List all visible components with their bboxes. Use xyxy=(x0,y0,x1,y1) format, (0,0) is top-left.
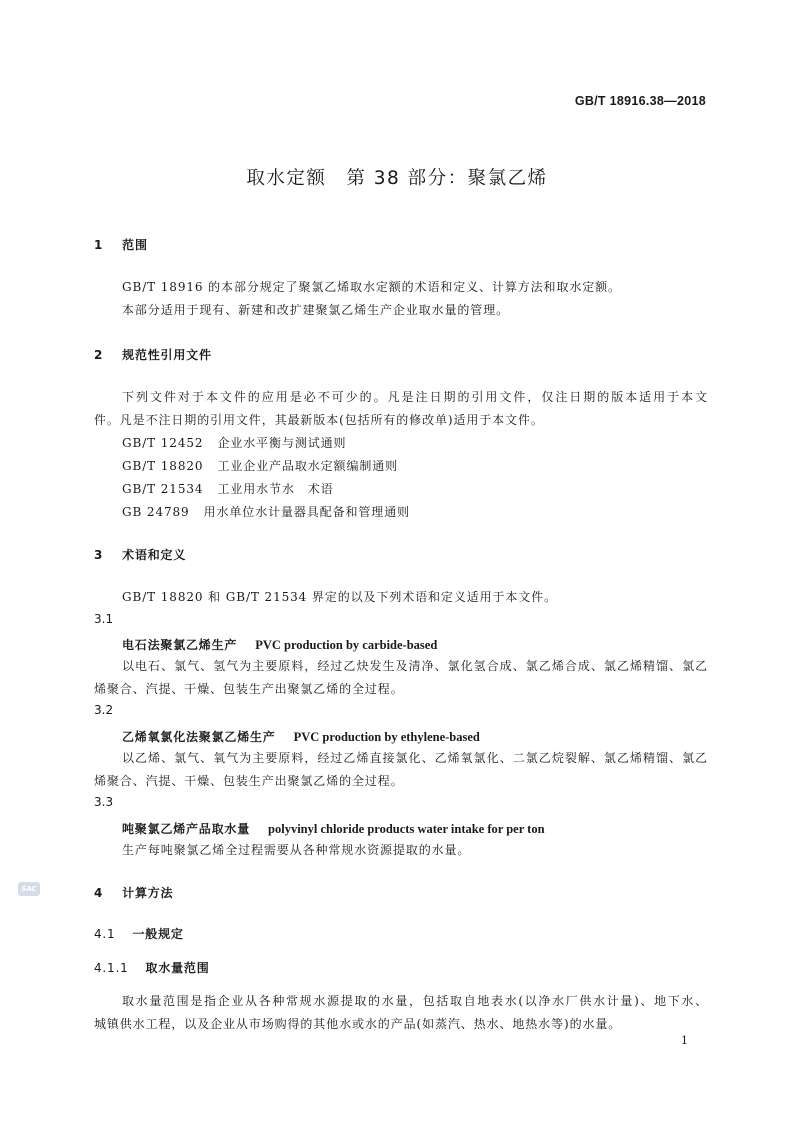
term-definition-line-2: 烯聚合、汽提、干燥、包装生产出聚氯乙烯的全过程。 xyxy=(94,774,404,788)
reference-title: 用水单位水计量器具配备和管理通则 xyxy=(203,505,410,519)
term-english: PVC production by ethylene-based xyxy=(293,730,480,744)
term-chinese: 乙烯氧氯化法聚氯乙烯生产 xyxy=(122,730,276,744)
subsection-4-1-1-title: 取水量范围 xyxy=(145,961,210,975)
term-english: polyvinyl chloride products water intake for per ton xyxy=(268,822,545,836)
term-chinese: 吨聚氯乙烯产品取水量 xyxy=(122,822,251,836)
subsection-4-1-heading xyxy=(94,925,184,942)
reference-item xyxy=(122,434,346,451)
reference-code: GB/T 12452 xyxy=(122,436,204,450)
reference-code: GB/T 18820 xyxy=(122,459,204,473)
term-definition-line-1: 以电石、氯气、氢气为主要原料，经过乙炔发生及清净、氯化氢合成、氯乙烯合成、氯乙烯精馏、氯乙 xyxy=(122,659,708,673)
section-2-number: 2 xyxy=(94,348,104,362)
section-3-number: 3 xyxy=(94,548,104,562)
term-definition-line-2: 烯聚合、汽提、干燥、包装生产出聚氯乙烯的全过程。 xyxy=(94,682,404,696)
subsection-4-1-1-number: 4.1.1 xyxy=(94,961,129,975)
subsection-4-1-title: 一般规定 xyxy=(132,927,184,941)
term-english: PVC production by carbide-based xyxy=(255,638,438,652)
term-definition-line-1: 生产每吨聚氯乙烯全过程需要从各种常规水资源提取的水量。 xyxy=(122,843,471,857)
section-1-paragraph-1: GB/T 18916 的本部分规定了聚氯乙烯取水定额的术语和定义、计算方法和取水定额。 xyxy=(122,280,621,294)
term-definition-line-1: 以乙烯、氯气、氧气为主要原料，经过乙烯直接氯化、乙烯氧氯化、二氯乙烷裂解、氯乙烯精馏、氯乙 xyxy=(122,751,708,765)
section-2-heading xyxy=(94,346,212,363)
term-heading xyxy=(122,818,545,837)
term-heading xyxy=(122,634,437,653)
section-4-heading xyxy=(94,884,173,901)
term-chinese: 电石法聚氯乙烯生产 xyxy=(122,638,238,652)
section-1-paragraph-2: 本部分适用于现有、新建和改扩建聚氯乙烯生产企业取水量的管理。 xyxy=(122,303,510,317)
section-3-title: 术语和定义 xyxy=(122,548,187,562)
section-4-paragraph-line-1: 取水量范围是指企业从各种常规水源提取的水量，包括取自地表水(以净水厂供水计量)、地下水、 xyxy=(122,994,708,1008)
section-3-intro: GB/T 18820 和 GB/T 21534 界定的以及下列术语和定义适用于本文件。 xyxy=(122,590,558,604)
term-heading xyxy=(122,726,480,745)
reference-title: 企业水平衡与测试通则 xyxy=(217,436,347,450)
section-1-heading xyxy=(94,236,148,253)
section-1-number: 1 xyxy=(94,238,104,252)
section-2-title: 规范性引用文件 xyxy=(122,348,212,362)
section-3-heading xyxy=(94,546,186,563)
reference-item xyxy=(122,503,410,520)
page-number: 1 xyxy=(681,1034,688,1047)
reference-title: 工业企业产品取水定额编制通则 xyxy=(217,459,399,473)
subsection-4-1-1-heading xyxy=(94,959,210,976)
section-2-paragraph-line-1: 下列文件对于本文件的应用是必不可少的。凡是注日期的引用文件，仅注日期的版本适用于本文 xyxy=(122,390,708,404)
reference-code: GB 24789 xyxy=(122,505,190,519)
section-4-number: 4 xyxy=(94,886,104,900)
term-number: 3.3 xyxy=(94,795,114,809)
section-4-paragraph-line-2: 城镇供水工程，以及企业从市场购得的其他水或水的产品(如蒸汽、热水、地热水等)的水量。 xyxy=(94,1017,622,1031)
reference-code: GB/T 21534 xyxy=(122,482,204,496)
term-number: 3.1 xyxy=(94,612,114,626)
standard-code: GB/T 18916.38—2018 xyxy=(574,94,706,108)
sac-watermark-logo: SAC xyxy=(18,882,40,896)
section-2-paragraph-line-2: 件。凡是不注日期的引用文件，其最新版本(包括所有的修改单)适用于本文件。 xyxy=(94,413,544,427)
document-title: 取水定额 第 38 部分：聚氯乙烯 xyxy=(246,168,548,189)
reference-title: 工业用水节水 术语 xyxy=(217,482,334,496)
subsection-4-1-number: 4.1 xyxy=(94,927,116,941)
reference-item xyxy=(122,480,334,497)
reference-item xyxy=(122,457,398,474)
section-4-title: 计算方法 xyxy=(122,886,174,900)
section-1-title: 范围 xyxy=(122,238,148,252)
term-number: 3.2 xyxy=(94,703,114,717)
